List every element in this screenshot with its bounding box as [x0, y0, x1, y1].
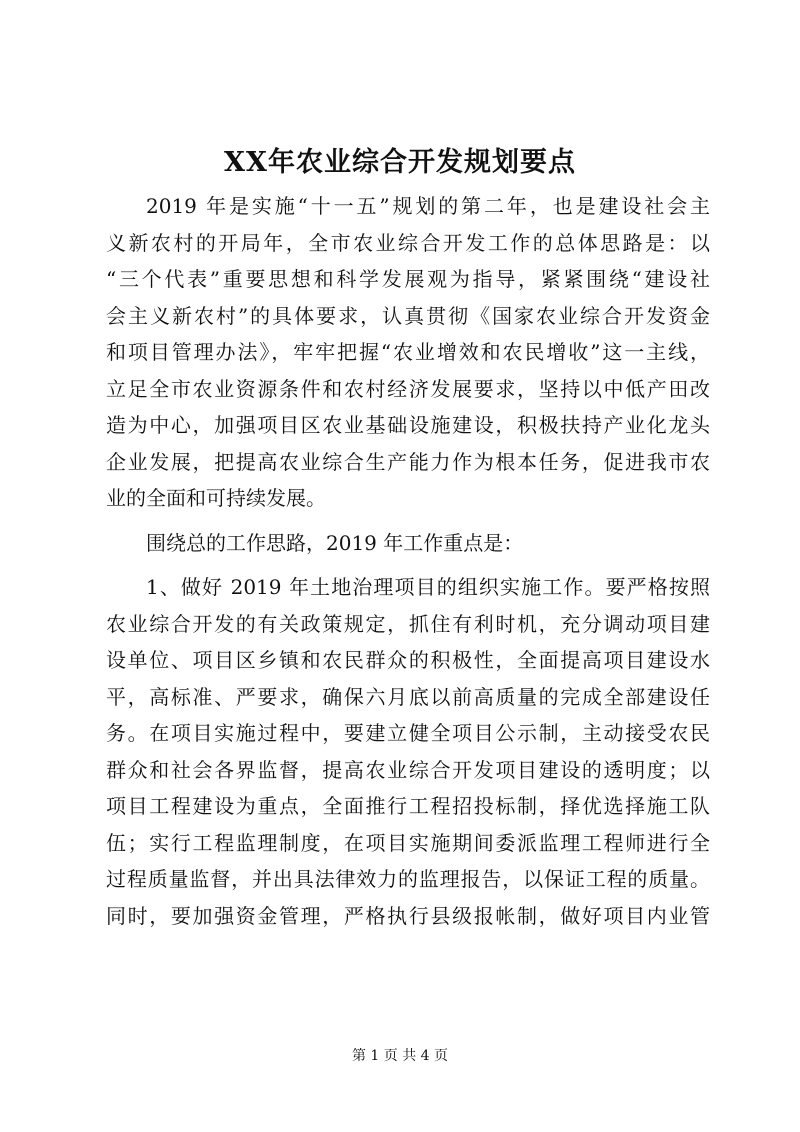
text-line: 务。在项目实施过程中，要建立健全项目公示制，主动接受农民: [106, 721, 710, 745]
text-line: 项目工程建设为重点，全面推行工程招投标制，择优选择施工队: [106, 794, 710, 818]
document-title: XX年农业综合开发规划要点: [224, 147, 576, 178]
text-line: 业的全面和可持续发展。: [106, 486, 326, 510]
text-line: 过程质量监督，并出具法律效力的监理报告，以保证工程的质量。: [106, 867, 710, 891]
text-line: 造为中心，加强项目区农业基础设施建设，积极扶持产业化龙头: [106, 413, 710, 437]
text-line: 伍；实行工程监理制度，在项目实施期间委派监理工程师进行全: [106, 830, 710, 855]
page-footer: 第 1 页 共 4 页: [351, 1048, 449, 1064]
text-line: 围绕总的工作思路，2019 年工作重点是：: [146, 530, 524, 555]
text-line: 2019 年是实施“十一五”规划的第二年，也是建设社会主: [146, 194, 710, 218]
text-line: 农业综合开发的有关政策规定，抓住有利时机，充分调动项目建: [106, 611, 710, 636]
text-line: 义新农村的开局年，全市农业综合开发工作的总体思路是：以: [106, 230, 710, 255]
text-line: 会主义新农村”的具体要求，认真贯彻《国家农业综合开发资金: [106, 303, 710, 328]
document-body: [106, 188, 710, 934]
text-line: 同时，要加强资金管理，严格执行县级报帐制，做好项目内业管: [106, 903, 710, 928]
text-line: 1、做好 2019 年土地治理项目的组织实施工作。要严格按照: [146, 575, 710, 599]
text-line: 企业发展，把提高农业综合生产能力作为根本任务，促进我市农: [106, 449, 710, 474]
text-line: 平，高标准、严要求，确保六月底以前高质量的完成全部建设任: [106, 684, 710, 709]
text-line: 立足全市农业资源条件和农村经济发展要求，坚持以中低产田改: [106, 376, 710, 401]
text-line: 群众和社会各界监督，提高农业综合开发项目建设的透明度；以: [106, 757, 710, 782]
text-line: “三个代表”重要思想和科学发展观为指导，紧紧围绕“建设社: [106, 267, 710, 291]
text-line: 设单位、项目区乡镇和农民群众的积极性，全面提高项目建设水: [106, 648, 710, 672]
text-line: 和项目管理办法》，牢牢把握“农业增效和农民增收”这一主线，: [106, 340, 710, 364]
